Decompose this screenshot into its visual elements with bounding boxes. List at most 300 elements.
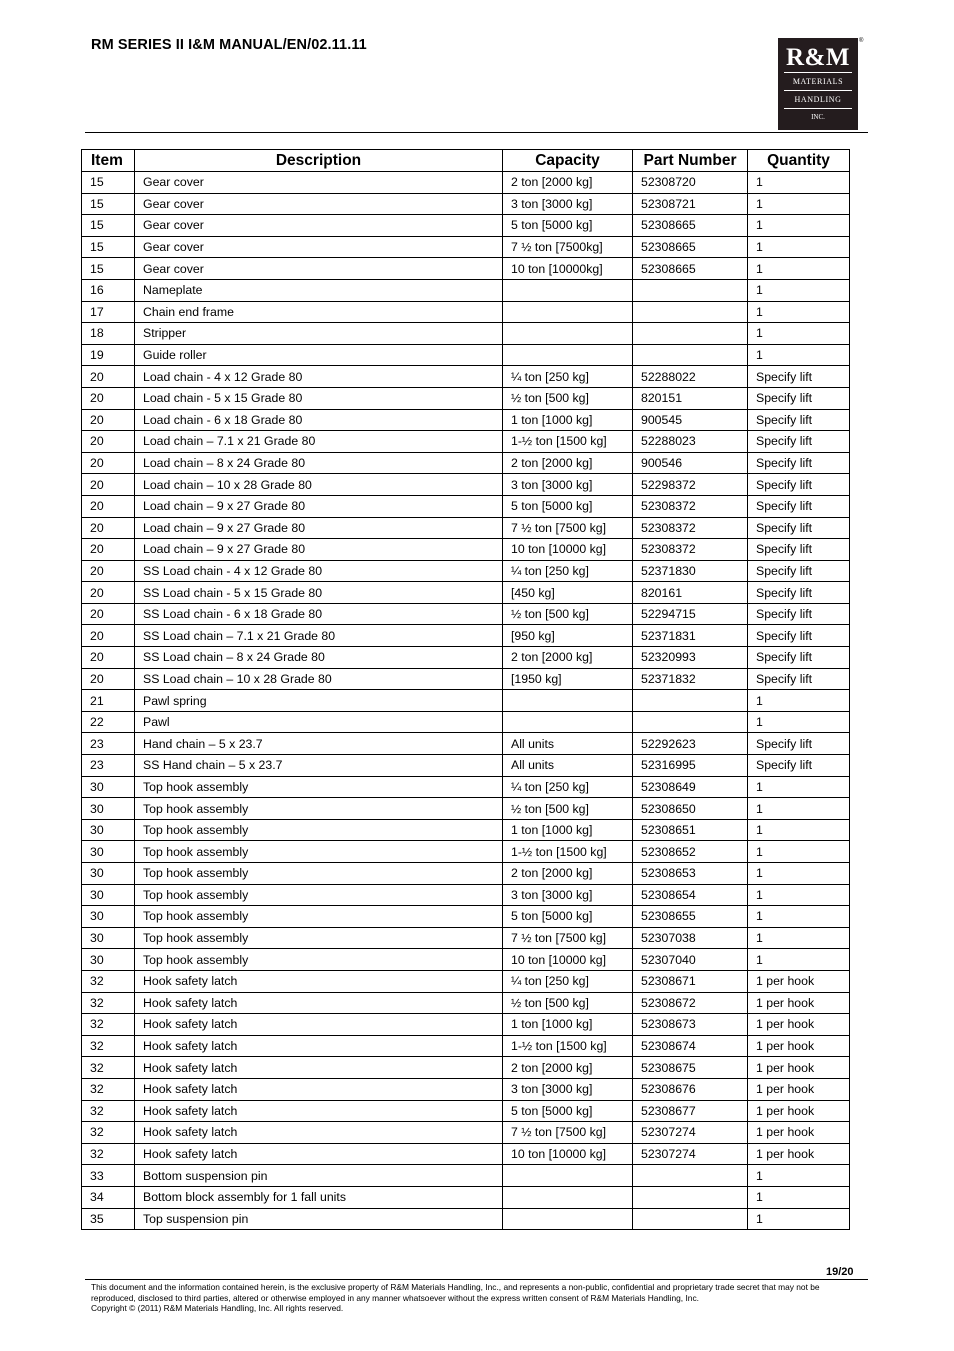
- cell-item: 20: [82, 560, 135, 582]
- column-header-item: Item: [82, 150, 135, 172]
- table-header-row: [82, 150, 850, 172]
- cell-quantity: Specify lift: [748, 582, 850, 604]
- cell-quantity: 1: [748, 301, 850, 323]
- cell-part-number: 900545: [633, 409, 748, 431]
- cell-item: 23: [82, 755, 135, 777]
- cell-item: 30: [82, 906, 135, 928]
- cell-item: 32: [82, 970, 135, 992]
- table-row: [82, 1186, 850, 1208]
- cell-item: 20: [82, 625, 135, 647]
- cell-quantity: Specify lift: [748, 409, 850, 431]
- cell-part-number: 52307040: [633, 949, 748, 971]
- cell-part-number: 52288022: [633, 366, 748, 388]
- cell-item: 20: [82, 387, 135, 409]
- cell-item: 32: [82, 1078, 135, 1100]
- cell-quantity: 1: [748, 906, 850, 928]
- cell-capacity: 2 ton [2000 kg]: [503, 172, 633, 194]
- cell-description: Top hook assembly: [135, 841, 503, 863]
- cell-part-number: [633, 711, 748, 733]
- cell-item: 32: [82, 1014, 135, 1036]
- cell-capacity: 7 ½ ton [7500kg]: [503, 236, 633, 258]
- cell-description: Load chain – 9 x 27 Grade 80: [135, 517, 503, 539]
- cell-quantity: 1: [748, 863, 850, 885]
- cell-part-number: 52308677: [633, 1100, 748, 1122]
- cell-part-number: 900546: [633, 452, 748, 474]
- cell-quantity: 1: [748, 323, 850, 345]
- cell-capacity: ½ ton [500 kg]: [503, 603, 633, 625]
- company-logo: [778, 38, 858, 130]
- table-row: [82, 344, 850, 366]
- cell-quantity: 1: [748, 690, 850, 712]
- table-row: [82, 517, 850, 539]
- cell-capacity: 1-½ ton [1500 kg]: [503, 1035, 633, 1057]
- cell-description: Load chain - 4 x 12 Grade 80: [135, 366, 503, 388]
- table-row: [82, 1165, 850, 1187]
- cell-capacity: 7 ½ ton [7500 kg]: [503, 517, 633, 539]
- cell-item: 15: [82, 172, 135, 194]
- cell-part-number: 52316995: [633, 755, 748, 777]
- cell-item: 32: [82, 1035, 135, 1057]
- cell-part-number: 52308673: [633, 1014, 748, 1036]
- cell-description: SS Load chain – 8 x 24 Grade 80: [135, 647, 503, 669]
- table-row: [82, 690, 850, 712]
- table-row: [82, 366, 850, 388]
- cell-item: 20: [82, 668, 135, 690]
- cell-capacity: 2 ton [2000 kg]: [503, 452, 633, 474]
- cell-item: 32: [82, 1122, 135, 1144]
- cell-description: Hook safety latch: [135, 970, 503, 992]
- cell-part-number: 52320993: [633, 647, 748, 669]
- cell-description: Load chain – 9 x 27 Grade 80: [135, 495, 503, 517]
- cell-capacity: ¼ ton [250 kg]: [503, 560, 633, 582]
- cell-item: 30: [82, 819, 135, 841]
- logo-divider: [784, 108, 852, 109]
- cell-capacity: 5 ton [5000 kg]: [503, 495, 633, 517]
- cell-quantity: 1: [748, 172, 850, 194]
- cell-capacity: 2 ton [2000 kg]: [503, 647, 633, 669]
- cell-description: Top hook assembly: [135, 949, 503, 971]
- cell-item: 16: [82, 279, 135, 301]
- cell-item: 33: [82, 1165, 135, 1187]
- table-row: [82, 755, 850, 777]
- cell-capacity: 1-½ ton [1500 kg]: [503, 431, 633, 453]
- cell-item: 20: [82, 647, 135, 669]
- table-row: [82, 1100, 850, 1122]
- cell-capacity: ¼ ton [250 kg]: [503, 970, 633, 992]
- cell-quantity: 1: [748, 927, 850, 949]
- cell-item: 21: [82, 690, 135, 712]
- cell-capacity: 2 ton [2000 kg]: [503, 863, 633, 885]
- cell-quantity: Specify lift: [748, 495, 850, 517]
- cell-description: Top hook assembly: [135, 884, 503, 906]
- logo-divider: [784, 90, 852, 91]
- cell-item: 20: [82, 517, 135, 539]
- cell-part-number: [633, 1186, 748, 1208]
- cell-quantity: 1: [748, 798, 850, 820]
- cell-description: Top hook assembly: [135, 906, 503, 928]
- cell-quantity: Specify lift: [748, 539, 850, 561]
- cell-description: SS Load chain - 5 x 15 Grade 80: [135, 582, 503, 604]
- cell-capacity: 2 ton [2000 kg]: [503, 1057, 633, 1079]
- cell-part-number: 52308649: [633, 776, 748, 798]
- cell-part-number: 52308651: [633, 819, 748, 841]
- table-row: [82, 452, 850, 474]
- table-row: [82, 193, 850, 215]
- cell-part-number: 52371831: [633, 625, 748, 647]
- cell-capacity: All units: [503, 733, 633, 755]
- cell-item: 20: [82, 539, 135, 561]
- table-row: [82, 1143, 850, 1165]
- table-row: [82, 215, 850, 237]
- table-row: [82, 819, 850, 841]
- table-row: [82, 172, 850, 194]
- table-row: [82, 409, 850, 431]
- cell-quantity: 1: [748, 841, 850, 863]
- cell-description: Nameplate: [135, 279, 503, 301]
- cell-quantity: 1 per hook: [748, 1100, 850, 1122]
- cell-description: Gear cover: [135, 258, 503, 280]
- cell-quantity: 1: [748, 819, 850, 841]
- cell-capacity: All units: [503, 755, 633, 777]
- table-row: [82, 949, 850, 971]
- cell-capacity: ½ ton [500 kg]: [503, 992, 633, 1014]
- cell-item: 30: [82, 863, 135, 885]
- cell-item: 30: [82, 841, 135, 863]
- cell-quantity: Specify lift: [748, 431, 850, 453]
- cell-quantity: Specify lift: [748, 755, 850, 777]
- parts-table-body: [82, 172, 850, 1230]
- cell-description: Gear cover: [135, 236, 503, 258]
- cell-description: Load chain – 7.1 x 21 Grade 80: [135, 431, 503, 453]
- cell-capacity: 7 ½ ton [7500 kg]: [503, 927, 633, 949]
- cell-part-number: 52308650: [633, 798, 748, 820]
- cell-part-number: 52308654: [633, 884, 748, 906]
- cell-description: Gear cover: [135, 193, 503, 215]
- cell-quantity: 1: [748, 1165, 850, 1187]
- cell-quantity: Specify lift: [748, 517, 850, 539]
- cell-quantity: 1 per hook: [748, 1143, 850, 1165]
- cell-capacity: 3 ton [3000 kg]: [503, 193, 633, 215]
- cell-capacity: 10 ton [10000kg]: [503, 258, 633, 280]
- cell-item: 22: [82, 711, 135, 733]
- cell-item: 32: [82, 1143, 135, 1165]
- column-header-capacity: Capacity: [503, 150, 633, 172]
- cell-quantity: Specify lift: [748, 647, 850, 669]
- cell-capacity: ¼ ton [250 kg]: [503, 366, 633, 388]
- cell-description: Bottom suspension pin: [135, 1165, 503, 1187]
- table-row: [82, 884, 850, 906]
- cell-quantity: 1 per hook: [748, 970, 850, 992]
- table-row: [82, 582, 850, 604]
- cell-item: 30: [82, 927, 135, 949]
- table-row: [82, 863, 850, 885]
- cell-item: 19: [82, 344, 135, 366]
- column-header-part-number: Part Number: [633, 150, 748, 172]
- cell-item: 30: [82, 949, 135, 971]
- cell-description: Load chain – 10 x 28 Grade 80: [135, 474, 503, 496]
- cell-description: Top hook assembly: [135, 927, 503, 949]
- cell-part-number: 52308720: [633, 172, 748, 194]
- cell-item: 15: [82, 236, 135, 258]
- table-row: [82, 1057, 850, 1079]
- cell-part-number: 52294715: [633, 603, 748, 625]
- cell-capacity: [503, 1165, 633, 1187]
- cell-description: Top suspension pin: [135, 1208, 503, 1230]
- cell-description: Hand chain – 5 x 23.7: [135, 733, 503, 755]
- table-row: [82, 776, 850, 798]
- cell-part-number: 52298372: [633, 474, 748, 496]
- cell-part-number: 52308653: [633, 863, 748, 885]
- cell-quantity: Specify lift: [748, 560, 850, 582]
- cell-quantity: 1: [748, 884, 850, 906]
- notice-text: This document and the information contained herein, is the exclusive property of R&M Materials Handling, Inc., and represents a non-public, confidential and proprietary trade secret that may not be reproduced, disclosed to third parties, altered or otherwise employed in any manner whatsoever without the express written consent of R&M Materials Handling, Inc.: [91, 1282, 820, 1303]
- cell-part-number: [633, 690, 748, 712]
- cell-item: 32: [82, 1100, 135, 1122]
- cell-part-number: 52308652: [633, 841, 748, 863]
- table-row: [82, 992, 850, 1014]
- table-row: [82, 603, 850, 625]
- cell-capacity: ½ ton [500 kg]: [503, 387, 633, 409]
- cell-quantity: 1: [748, 279, 850, 301]
- cell-item: 20: [82, 409, 135, 431]
- cell-part-number: 52308665: [633, 236, 748, 258]
- table-row: [82, 1078, 850, 1100]
- cell-description: SS Load chain – 10 x 28 Grade 80: [135, 668, 503, 690]
- table-row: [82, 560, 850, 582]
- cell-capacity: [503, 279, 633, 301]
- cell-part-number: 820161: [633, 582, 748, 604]
- cell-quantity: 1: [748, 258, 850, 280]
- column-header-description: Description: [135, 150, 503, 172]
- cell-item: 20: [82, 495, 135, 517]
- cell-quantity: 1 per hook: [748, 1057, 850, 1079]
- table-row: [82, 258, 850, 280]
- cell-part-number: 52308672: [633, 992, 748, 1014]
- cell-capacity: ½ ton [500 kg]: [503, 798, 633, 820]
- cell-quantity: 1: [748, 236, 850, 258]
- table-row: [82, 733, 850, 755]
- registered-mark: ®: [859, 38, 864, 44]
- cell-quantity: Specify lift: [748, 733, 850, 755]
- cell-description: Hook safety latch: [135, 992, 503, 1014]
- copyright-text: Copyright © (2011) R&M Materials Handling, Inc. All rights reserved.: [91, 1303, 344, 1313]
- cell-description: SS Hand chain – 5 x 23.7: [135, 755, 503, 777]
- cell-capacity: 10 ton [10000 kg]: [503, 1143, 633, 1165]
- cell-part-number: 52308721: [633, 193, 748, 215]
- header-divider: [85, 132, 868, 133]
- cell-item: 34: [82, 1186, 135, 1208]
- logo-line1: MATERIALS: [792, 77, 844, 86]
- cell-item: 20: [82, 366, 135, 388]
- cell-item: 30: [82, 776, 135, 798]
- cell-description: SS Load chain - 4 x 12 Grade 80: [135, 560, 503, 582]
- cell-quantity: 1 per hook: [748, 1078, 850, 1100]
- cell-description: Hook safety latch: [135, 1078, 503, 1100]
- cell-description: Top hook assembly: [135, 863, 503, 885]
- table-row: [82, 323, 850, 345]
- cell-part-number: 52307038: [633, 927, 748, 949]
- cell-quantity: 1: [748, 1208, 850, 1230]
- cell-item: 30: [82, 798, 135, 820]
- cell-description: Hook safety latch: [135, 1035, 503, 1057]
- table-row: [82, 539, 850, 561]
- cell-capacity: [503, 690, 633, 712]
- cell-capacity: [503, 1208, 633, 1230]
- cell-quantity: 1 per hook: [748, 1035, 850, 1057]
- cell-description: Load chain - 5 x 15 Grade 80: [135, 387, 503, 409]
- cell-capacity: 3 ton [3000 kg]: [503, 884, 633, 906]
- cell-part-number: 52308676: [633, 1078, 748, 1100]
- page-number: 19/20: [826, 1266, 854, 1278]
- cell-description: Top hook assembly: [135, 776, 503, 798]
- logo-line3: INC.: [811, 113, 825, 121]
- cell-item: 20: [82, 431, 135, 453]
- cell-description: Bottom block assembly for 1 fall units: [135, 1186, 503, 1208]
- document-title: RM SERIES II I&M MANUAL/EN/02.11.11: [91, 37, 367, 53]
- cell-capacity: 1-½ ton [1500 kg]: [503, 841, 633, 863]
- cell-item: 20: [82, 452, 135, 474]
- table-row: [82, 495, 850, 517]
- cell-part-number: 52308675: [633, 1057, 748, 1079]
- cell-part-number: 52308674: [633, 1035, 748, 1057]
- cell-quantity: 1: [748, 1186, 850, 1208]
- cell-part-number: 52292623: [633, 733, 748, 755]
- cell-description: SS Load chain – 7.1 x 21 Grade 80: [135, 625, 503, 647]
- cell-part-number: [633, 279, 748, 301]
- cell-quantity: Specify lift: [748, 625, 850, 647]
- cell-quantity: Specify lift: [748, 366, 850, 388]
- table-row: [82, 927, 850, 949]
- cell-quantity: 1: [748, 215, 850, 237]
- cell-part-number: [633, 1165, 748, 1187]
- table-row: [82, 906, 850, 928]
- cell-part-number: 820151: [633, 387, 748, 409]
- table-row: [82, 474, 850, 496]
- cell-description: Hook safety latch: [135, 1057, 503, 1079]
- cell-item: 32: [82, 1057, 135, 1079]
- cell-item: 32: [82, 992, 135, 1014]
- cell-capacity: [503, 301, 633, 323]
- cell-capacity: [503, 323, 633, 345]
- cell-capacity: 3 ton [3000 kg]: [503, 1078, 633, 1100]
- cell-part-number: 52307274: [633, 1122, 748, 1144]
- cell-capacity: [450 kg]: [503, 582, 633, 604]
- table-row: [82, 668, 850, 690]
- cell-capacity: 10 ton [10000 kg]: [503, 949, 633, 971]
- table-row: [82, 1014, 850, 1036]
- cell-part-number: 52288023: [633, 431, 748, 453]
- cell-item: 30: [82, 884, 135, 906]
- cell-description: Load chain – 8 x 24 Grade 80: [135, 452, 503, 474]
- table-row: [82, 301, 850, 323]
- table-row: [82, 798, 850, 820]
- cell-description: Gear cover: [135, 172, 503, 194]
- table-row: [82, 1035, 850, 1057]
- cell-description: Guide roller: [135, 344, 503, 366]
- table-row: [82, 970, 850, 992]
- cell-description: Load chain – 9 x 27 Grade 80: [135, 539, 503, 561]
- cell-capacity: 3 ton [3000 kg]: [503, 474, 633, 496]
- cell-item: 20: [82, 603, 135, 625]
- cell-quantity: Specify lift: [748, 474, 850, 496]
- cell-part-number: [633, 344, 748, 366]
- cell-description: Pawl: [135, 711, 503, 733]
- cell-description: SS Load chain - 6 x 18 Grade 80: [135, 603, 503, 625]
- cell-quantity: 1: [748, 711, 850, 733]
- cell-description: Hook safety latch: [135, 1122, 503, 1144]
- cell-description: Top hook assembly: [135, 819, 503, 841]
- table-row: [82, 841, 850, 863]
- cell-part-number: [633, 323, 748, 345]
- cell-part-number: 52371830: [633, 560, 748, 582]
- cell-quantity: 1: [748, 949, 850, 971]
- cell-quantity: 1 per hook: [748, 1014, 850, 1036]
- cell-item: 15: [82, 193, 135, 215]
- cell-quantity: 1: [748, 776, 850, 798]
- footer-divider: [85, 1279, 868, 1280]
- cell-capacity: ¼ ton [250 kg]: [503, 776, 633, 798]
- cell-part-number: 52308671: [633, 970, 748, 992]
- cell-capacity: 1 ton [1000 kg]: [503, 819, 633, 841]
- cell-part-number: 52308372: [633, 495, 748, 517]
- cell-quantity: Specify lift: [748, 668, 850, 690]
- logo-line2: HANDLING: [794, 95, 842, 104]
- cell-part-number: 52308665: [633, 215, 748, 237]
- cell-item: 23: [82, 733, 135, 755]
- cell-description: Hook safety latch: [135, 1100, 503, 1122]
- table-row: [82, 625, 850, 647]
- cell-part-number: 52308372: [633, 539, 748, 561]
- cell-description: Hook safety latch: [135, 1143, 503, 1165]
- table-row: [82, 279, 850, 301]
- cell-quantity: 1: [748, 344, 850, 366]
- cell-quantity: Specify lift: [748, 452, 850, 474]
- table-row: [82, 1122, 850, 1144]
- table-row: [82, 387, 850, 409]
- cell-quantity: 1 per hook: [748, 992, 850, 1014]
- cell-capacity: [503, 1186, 633, 1208]
- cell-item: 17: [82, 301, 135, 323]
- cell-part-number: 52307274: [633, 1143, 748, 1165]
- cell-part-number: 52308665: [633, 258, 748, 280]
- cell-capacity: [503, 344, 633, 366]
- cell-part-number: 52308372: [633, 517, 748, 539]
- cell-quantity: 1 per hook: [748, 1122, 850, 1144]
- cell-capacity: 7 ½ ton [7500 kg]: [503, 1122, 633, 1144]
- cell-capacity: 5 ton [5000 kg]: [503, 1100, 633, 1122]
- table-row: [82, 431, 850, 453]
- table-row: [82, 711, 850, 733]
- cell-capacity: [503, 711, 633, 733]
- cell-capacity: [950 kg]: [503, 625, 633, 647]
- cell-capacity: 10 ton [10000 kg]: [503, 539, 633, 561]
- cell-item: 35: [82, 1208, 135, 1230]
- cell-capacity: 1 ton [1000 kg]: [503, 1014, 633, 1036]
- table-row: [82, 236, 850, 258]
- cell-description: Pawl spring: [135, 690, 503, 712]
- cell-quantity: Specify lift: [748, 387, 850, 409]
- cell-part-number: [633, 301, 748, 323]
- cell-description: Gear cover: [135, 215, 503, 237]
- cell-description: Stripper: [135, 323, 503, 345]
- cell-part-number: 52308655: [633, 906, 748, 928]
- cell-description: Load chain - 6 x 18 Grade 80: [135, 409, 503, 431]
- confidentiality-notice: [91, 1282, 866, 1314]
- cell-item: 20: [82, 474, 135, 496]
- cell-item: 20: [82, 582, 135, 604]
- cell-description: Chain end frame: [135, 301, 503, 323]
- cell-capacity: 5 ton [5000 kg]: [503, 906, 633, 928]
